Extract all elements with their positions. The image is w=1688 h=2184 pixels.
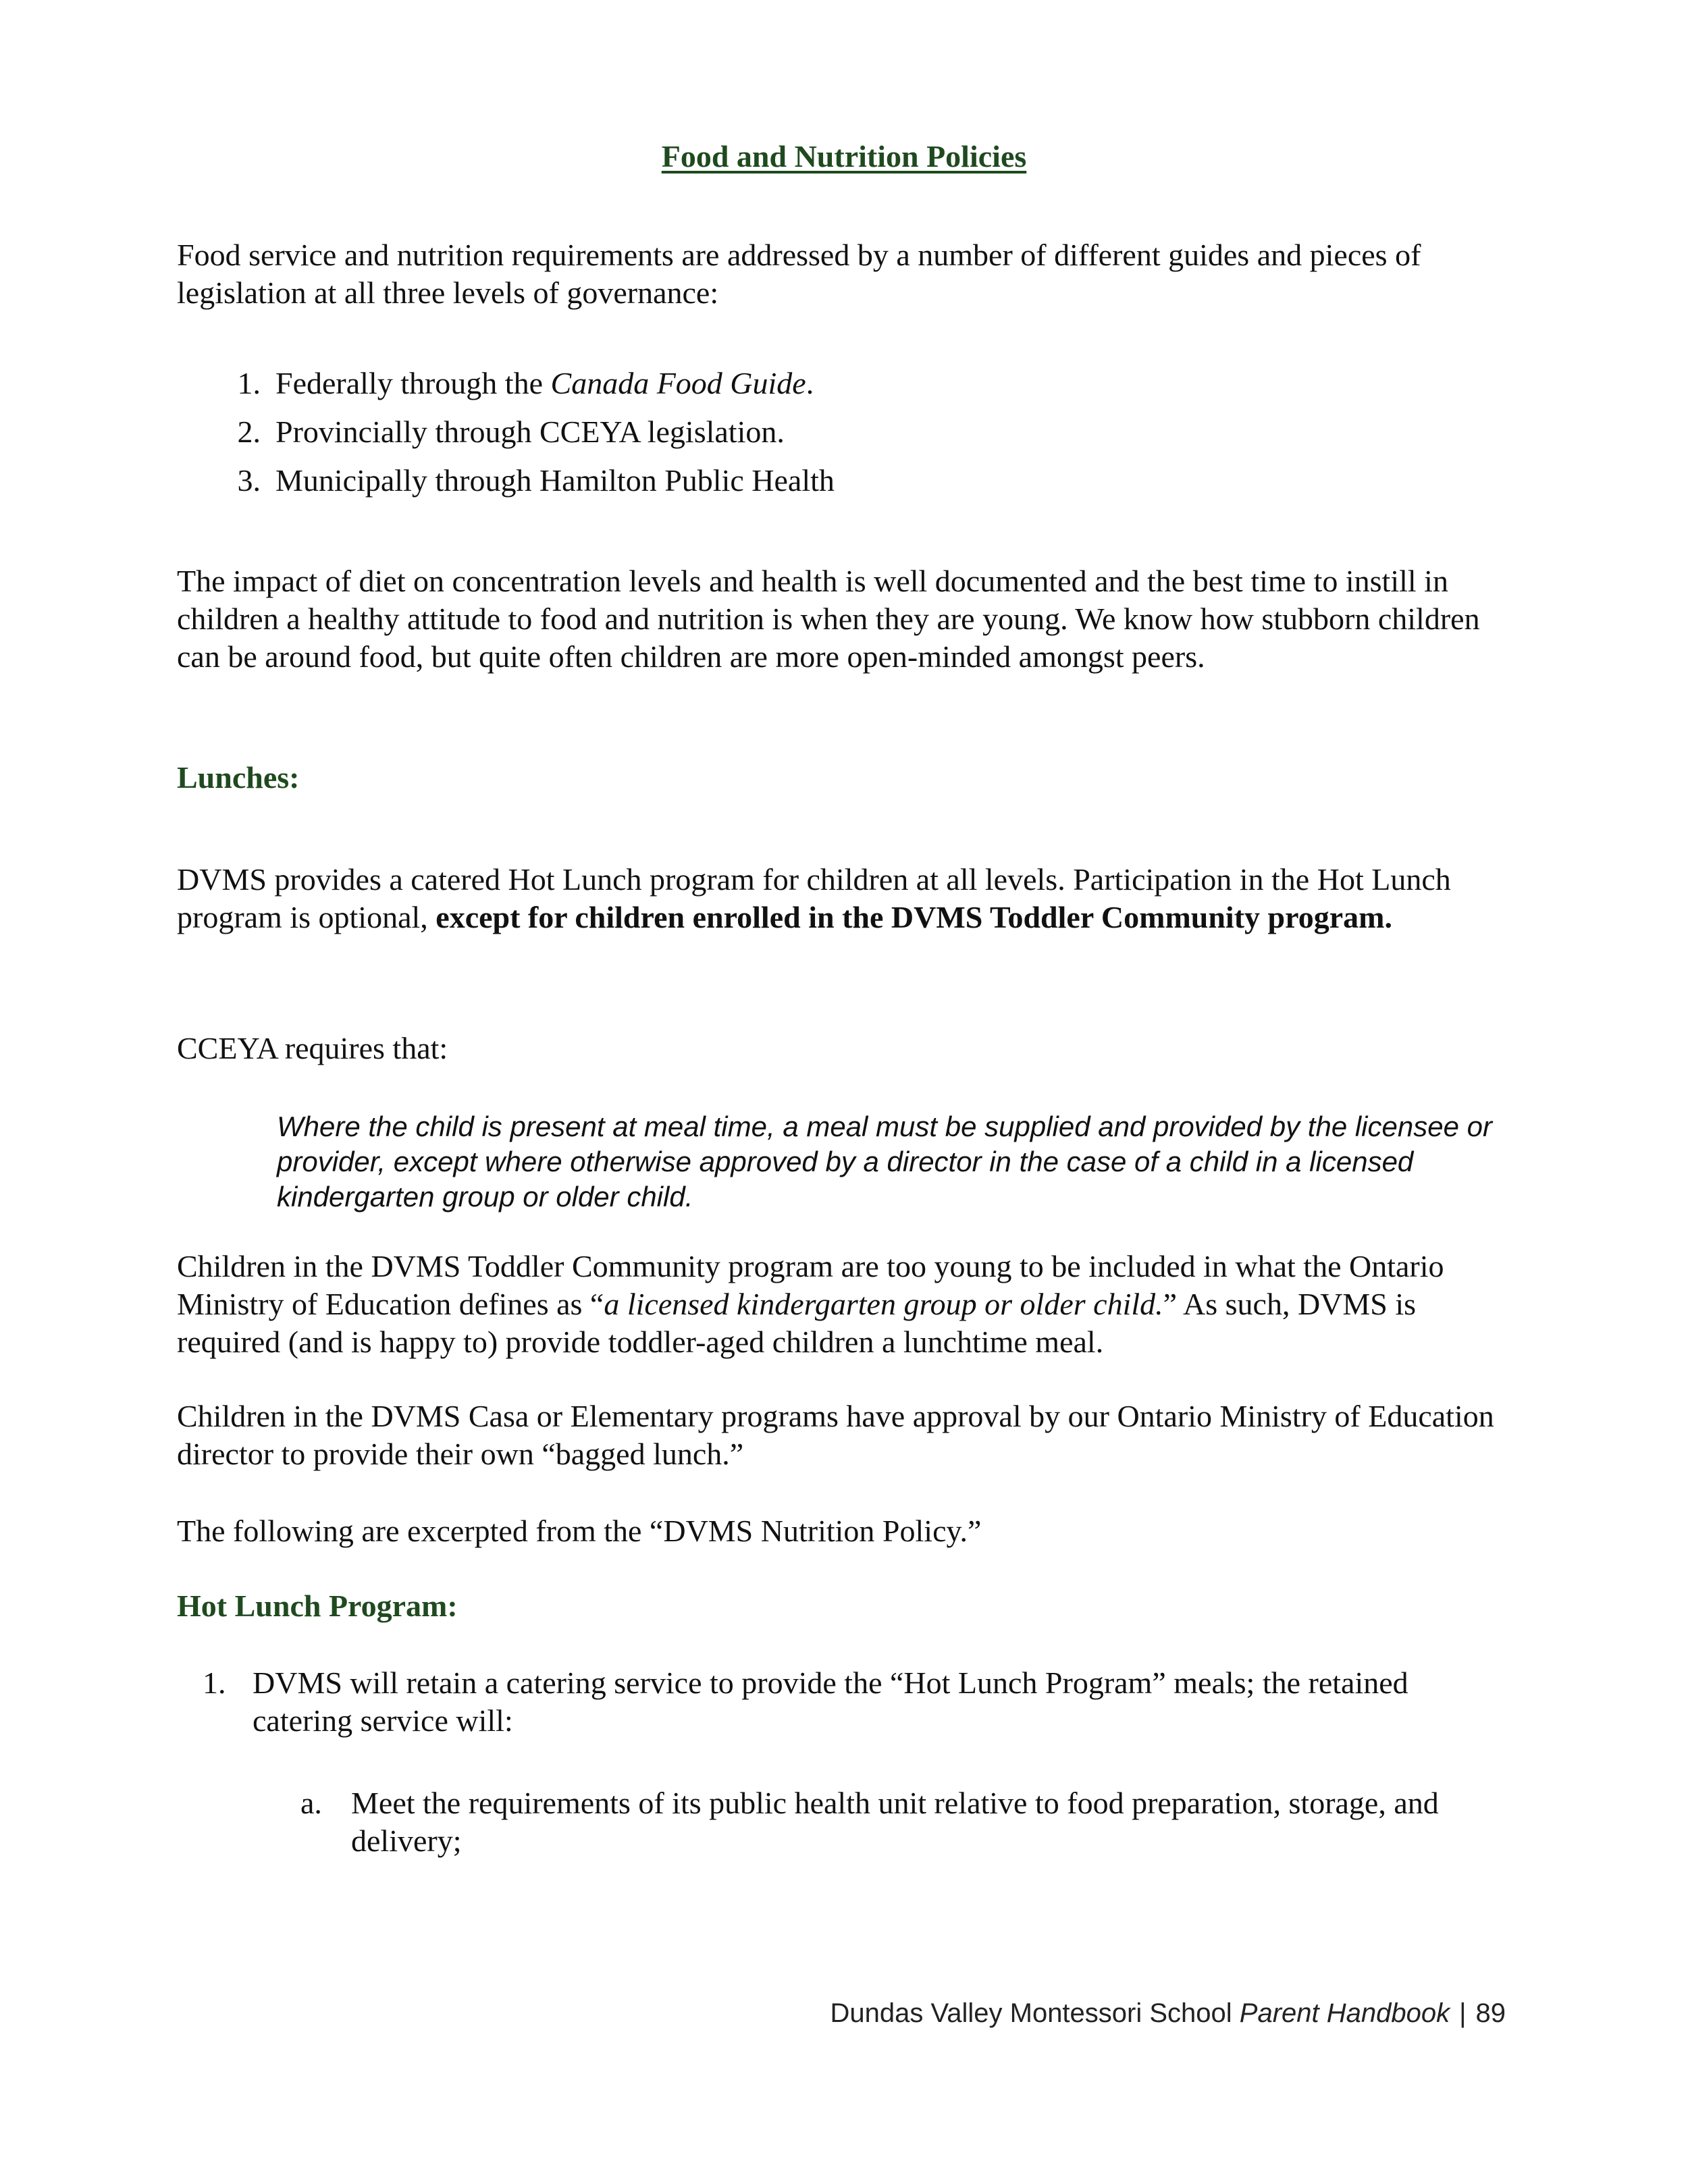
list-text: Provincially through CCEYA legislation.	[275, 415, 785, 449]
intro-paragraph: Food service and nutrition requirements are addressed by a number of different guides and pieces of legislation at all three levels of governance:	[177, 238, 1421, 310]
list-number: 3.	[237, 463, 261, 498]
list-item	[177, 462, 1500, 510]
governance-list	[177, 365, 1500, 510]
casa-paragraph: Children in the DVMS Casa or Elementary programs have approval by our Ontario Ministry of Education director to provide their own “bagged lunch.”	[177, 1399, 1494, 1471]
subitem-letter: a.	[300, 1786, 322, 1820]
list-text: Municipally through Hamilton Public Health	[275, 463, 835, 498]
item-number: 1.	[203, 1666, 226, 1700]
toddler-paragraph: Children in the DVMS Toddler Community program are too young to be included in what the Ontario Ministry of Education defines as “a licensed kindergarten group or older child.” As such, DVMS is required (and is happy to) provide toddler-aged children a lunchtime meal.	[177, 1249, 1444, 1359]
catering-subitem-a: Meet the requirements of its public health unit relative to food preparation, storage, and delivery;	[351, 1786, 1439, 1858]
canada-food-guide-title: Canada Food Guide	[550, 366, 806, 400]
impact-paragraph: The impact of diet on concentration levels and health is well documented and the best time to instill in children a healthy attitude to food and nutrition is when they are young. We know how stubborn children can be around food, but quite often children are more open-minded amongst peers.	[177, 564, 1480, 674]
list-number: 1.	[237, 366, 261, 400]
list-item	[177, 365, 1500, 413]
list-text: Federally through the Canada Food Guide.	[275, 366, 814, 400]
list-item	[177, 413, 1500, 462]
footer-document: Parent Handbook	[1239, 1998, 1450, 2028]
page-footer	[830, 1998, 1506, 2029]
toddler-exception-text: except for children enrolled in the DVMS Toddler Community program.	[436, 900, 1392, 934]
kindergarten-definition: a licensed kindergarten group or older child.	[604, 1287, 1163, 1321]
cceya-intro: CCEYA requires that:	[177, 1031, 448, 1065]
cceya-quote: Where the child is present at meal time, a meal must be supplied and provided by the licensee or provider, except where otherwise approved by a director in the case of a child in a licensed kindergarten group or older child.	[277, 1111, 1492, 1213]
page-number: 89	[1475, 1998, 1506, 2028]
footer-separator: |	[1459, 1998, 1467, 2028]
lunches-heading: Lunches:	[177, 760, 300, 795]
catering-item: DVMS will retain a catering service to provide the “Hot Lunch Program” meals; the retained catering service will:	[253, 1666, 1408, 1738]
list-number: 2.	[237, 415, 261, 449]
page-title: Food and Nutrition Policies	[661, 139, 1027, 174]
excerpt-paragraph: The following are excerpted from the “DVMS Nutrition Policy.”	[177, 1514, 982, 1548]
hot-lunch-paragraph: DVMS provides a catered Hot Lunch program for children at all levels. Participation in the Hot Lunch program is optional, except for children enrolled in the DVMS Toddler Community program.	[177, 862, 1451, 934]
hot-lunch-heading: Hot Lunch Program:	[177, 1589, 458, 1623]
footer-school: Dundas Valley Montessori School	[830, 1998, 1240, 2028]
